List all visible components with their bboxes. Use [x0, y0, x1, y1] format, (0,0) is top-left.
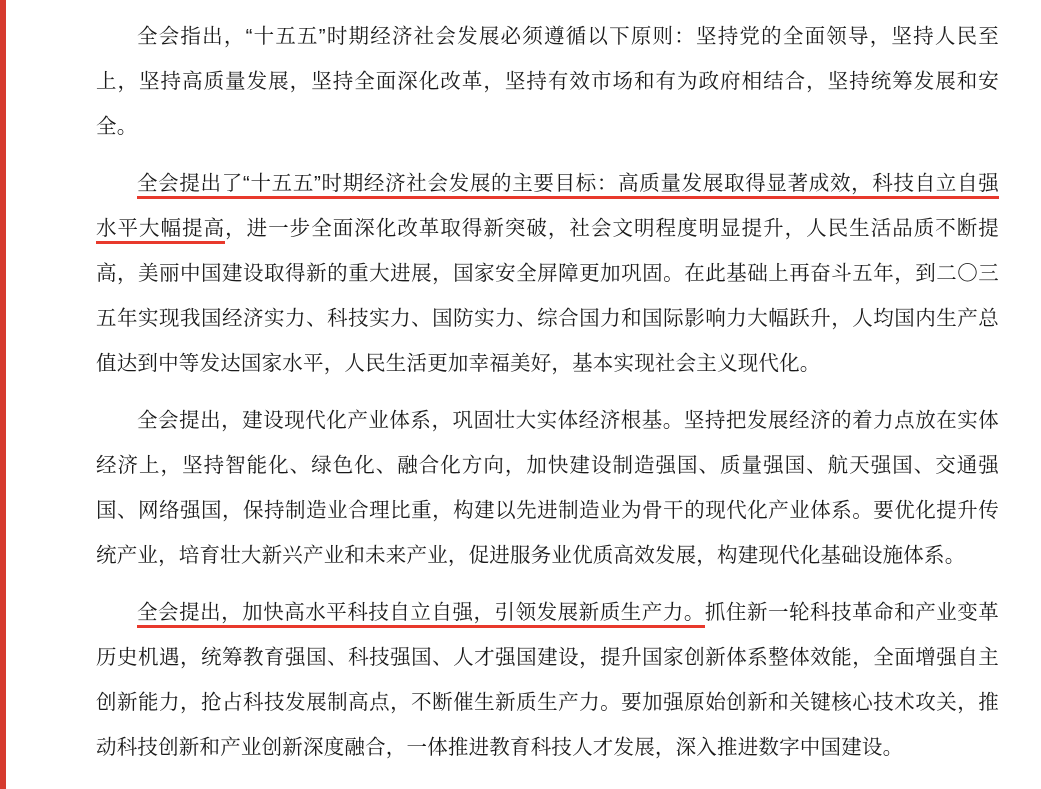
left-accent-bar	[0, 0, 6, 789]
paragraph-1-text: 全会指出，“十五五”时期经济社会发展必须遵循以下原则：坚持党的全面领导，坚持人民至上，坚持高质量发展，坚持全面深化改革，坚持有效市场和有为政府相结合，坚持统筹发展和安全。	[96, 25, 999, 138]
highlighted-text-goals: 全会提出了“十五五”时期经济社会发展的主要目标：高质量发展取得显著成效，科技自立自强水平大幅提高	[96, 172, 999, 244]
paragraph-2-text: ，进一步全面深化改革取得新突破，社会文明程度明显提升，人民生活品质不断提高，美丽中国建设取得新的重大进展，国家安全屏障更加巩固。在此基础上再奋斗五年，到二〇三五年实现我国经济实力、科技实力、国防实力、综合国力和国际影响力大幅跃升，人均国内生产总值达到中等发达国家水平，人民生活更加幸福美好，基本实现社会主义现代化。	[96, 217, 1000, 375]
paragraph-1	[96, 14, 999, 149]
paragraph-3	[96, 398, 999, 578]
highlighted-text-technology: 全会提出，加快高水平科技自立自强，引领发展新质生产力。	[137, 601, 705, 628]
paragraph-3-text: 全会提出，建设现代化产业体系，巩固壮大实体经济根基。坚持把发展经济的着力点放在实体经济上，坚持智能化、绿色化、融合化方向，加快建设制造强国、质量强国、航天强国、交通强国、网络强国，保持制造业合理比重，构建以先进制造业为骨干的现代化产业体系。要优化提升传统产业，培育壮大新兴产业和未来产业，促进服务业优质高效发展，构建现代化基础设施体系。	[96, 409, 999, 567]
paragraph-4-text: 抓住新一轮科技革命和产业变革历史机遇，统筹教育强国、科技强国、人才强国建设，提升国家创新体系整体效能，全面增强自主创新能力，抢占科技发展制高点，不断催生新质生产力。要加强原始创新和关键核心技术攻关，推动科技创新和产业创新深度融合，一体推进教育科技人才发展，深入推进数字中国建设。	[96, 601, 999, 759]
paragraph-4	[96, 590, 999, 770]
document-body	[96, 14, 999, 770]
paragraph-2	[96, 161, 999, 386]
